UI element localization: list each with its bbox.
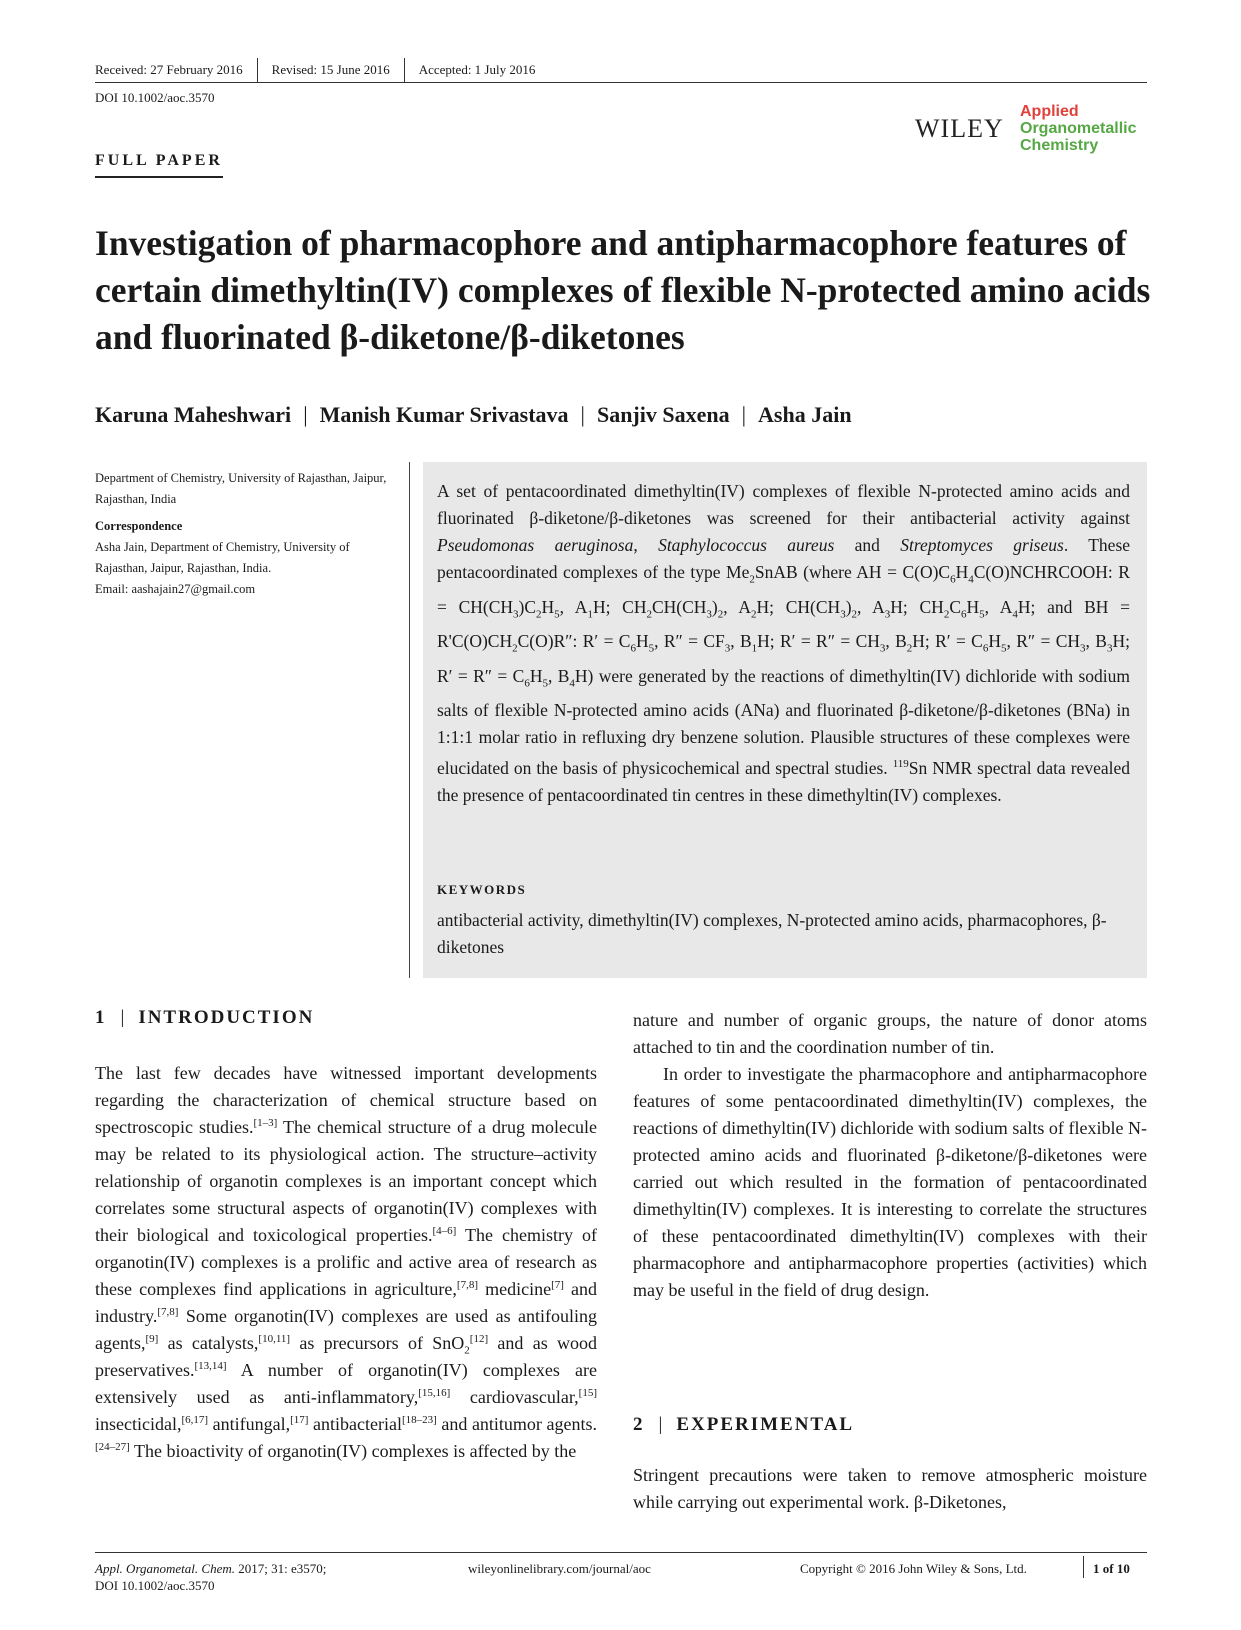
received-date: Received: 27 February 2016 <box>95 62 243 77</box>
intro-paragraph: In order to investigate the pharmacophore and antipharmacophore features of some pentacoordinated dimethyltin(IV) complexes, the reactions of dimethyltin(IV) dichloride with sodium salts of flexible N-protected amino acids and fluorinated β-diketone/β-diketones were carried out which resulted in the formation of pentacoordinated dimethyltin(IV) complexes. It is interesting to correlate the structures of these pentacoordinated dimethyltin(IV) complexes with their pharmacophore and antipharmacophore properties (activities) which may be useful in the field of drug design. <box>633 1064 1147 1300</box>
author: Asha Jain <box>758 402 852 427</box>
paper-title: Investigation of pharmacophore and antipharmacophore features of certain dimethyltin(IV) complexes of flexible N-protected amino acids and fluorinated β-diketone/β-diketones <box>95 223 1151 357</box>
separator: | <box>120 1007 125 1028</box>
dates-row <box>95 58 535 82</box>
divider <box>257 58 258 82</box>
keywords: antibacterial activity, dimethyltin(IV) complexes, N-protected amino acids, pharmacophores, β-diketones <box>437 910 1107 957</box>
separator: | <box>580 402 585 427</box>
publisher-logo: WILEY <box>915 114 1004 143</box>
doi: DOI 10.1002/aoc.3570 <box>95 90 215 105</box>
section-number: 1 <box>95 1007 107 1028</box>
footer-copyright: Copyright © 2016 John Wiley & Sons, Ltd. <box>800 1561 1027 1576</box>
journal-logo <box>1020 103 1136 154</box>
author: Sanjiv Saxena <box>596 402 730 427</box>
keywords-heading: KEYWORDS <box>437 882 527 897</box>
footer-citation: Appl. Organometal. Chem. 2017; 31: e3570; DOI 10.1002/aoc.3570 <box>95 1561 327 1593</box>
journal-logo-line2: Organometallic <box>1020 120 1137 137</box>
article-type: FULL PAPER <box>95 152 223 178</box>
correspondence-heading: Correspondence <box>95 519 183 533</box>
separator: | <box>741 402 747 427</box>
section-title: EXPERIMENTAL <box>676 1414 855 1435</box>
journal-logo-line1: Applied <box>1020 103 1079 120</box>
correspondence-address: Asha Jain, Department of Chemistry, University of Rajasthan, Jaipur, Rajasthan, India. <box>95 540 350 575</box>
intro-left-column <box>95 1060 597 1465</box>
footer-rule <box>95 1552 1147 1553</box>
intro-paragraph: nature and number of organic groups, the nature of donor atoms attached to tin and the coordination number of tin. <box>633 1010 1147 1057</box>
footer-url[interactable]: wileyonlinelibrary.com/journal/aoc <box>468 1561 651 1576</box>
journal-logo-line3: Chemistry <box>1020 137 1099 154</box>
abstract-text: A set of pentacoordinated dimethyltin(IV) complexes of flexible N-protected amino acids and fluorinated β-diketone/β-diketones was screened for their antibacterial activity against Pseudomonas aeruginosa, Staphylococcus aureus and Streptomyces griseus. These pentacoordinated complexes of the type $Me_2SnAB$ (where AH = $C(O)C_6H_4C(O)NCHRCOOH$: $R = CH(CH_3)C_2H_5$, $A_1H$; $CH_2CH(CH_3)_2$, $A_2H$; $CH(CH_3)_2$, $A_3H$; $CH_2C_6H_5$, $A_4H$; and BH = $R'C(O)CH_2C(O)R''$: $R' = C_6H_5$, $R'' = CF_3$, $B_1H$; $R' = R'' = CH_3$, $B_2H$; $R' = C_6H_5$, $R'' = CH_3$, $B_3H$; $R' = R'' = C_6H_5$, $B_4H$) were generated by the reactions of dimethyltin(IV) dichloride with sodium salts of flexible N-protected amino acids (ANa) and fluorinated β-diketone/β-diketones (BNa) in 1:1:1 molar ratio in refluxing dry benzene solution. Plausible structures of these complexes were elucidated on the basis of physicochemical and spectral studies. $^{119}$Sn NMR spectral data revealed the presence of pentacoordinated tin centres in these dimethyltin(IV) complexes. <box>437 481 1131 805</box>
separator: | <box>303 402 308 427</box>
author: Karuna Maheshwari <box>95 402 292 427</box>
revised-date: Revised: 15 June 2016 <box>271 62 390 77</box>
section-heading-experimental <box>633 1414 854 1436</box>
intro-paragraph: The last few decades have witnessed important developments regarding the characterization of chemical structure based on spectroscopic studies.[1–3] The chemical structure of a drug molecule may be related to its physiological action. The structure–activity relationship of organotin complexes is an important concept which correlates some structural aspects of organotin(IV) complexes with their biological and toxicological properties.[4–6] The chemistry of organotin(IV) complexes is a prolific and active area of research as these complexes find applications in agriculture,[7,8] medicine[7] and industry.[7,8] Some organotin(IV) complexes are used as antifouling agents,[9] as catalysts,[10,11] as precursors of SnO$_2$[12] and as wood preservatives.[13,14] A number of organotin(IV) complexes are extensively used as anti-inflammatory,[15,16] cardiovascular,[15] insecticidal,[6,17] antifungal,[17] antibacterial[18–23] and antitumor agents.[24–27] The bioactivity of organotin(IV) complexes is affected by the <box>95 1063 598 1461</box>
section-heading-introduction <box>95 1007 314 1029</box>
author-list <box>95 402 852 428</box>
column-rule <box>409 462 410 978</box>
section-number: 2 <box>633 1414 645 1435</box>
accepted-date: Accepted: 1 July 2016 <box>418 62 536 77</box>
author: Manish Kumar Srivastava <box>319 402 569 427</box>
email: Email: aashajain27@gmail.com <box>95 582 256 596</box>
intro-right-column <box>633 1007 1147 1304</box>
divider <box>404 58 405 82</box>
department: Department of Chemistry, University of Rajasthan, Jaipur, Rajasthan, India <box>95 471 387 506</box>
footer-doi: DOI 10.1002/aoc.3570 <box>95 1578 215 1593</box>
section-title: INTRODUCTION <box>138 1007 315 1028</box>
affiliation-block <box>95 468 395 600</box>
experimental-text: Stringent precautions were taken to remove atmospheric moisture while carrying out experimental work. β-Diketones, <box>633 1465 1147 1512</box>
page-number: 1 of 10 <box>1093 1561 1130 1576</box>
header-rule <box>95 82 1147 83</box>
separator: | <box>658 1414 663 1435</box>
divider <box>1083 1556 1084 1578</box>
